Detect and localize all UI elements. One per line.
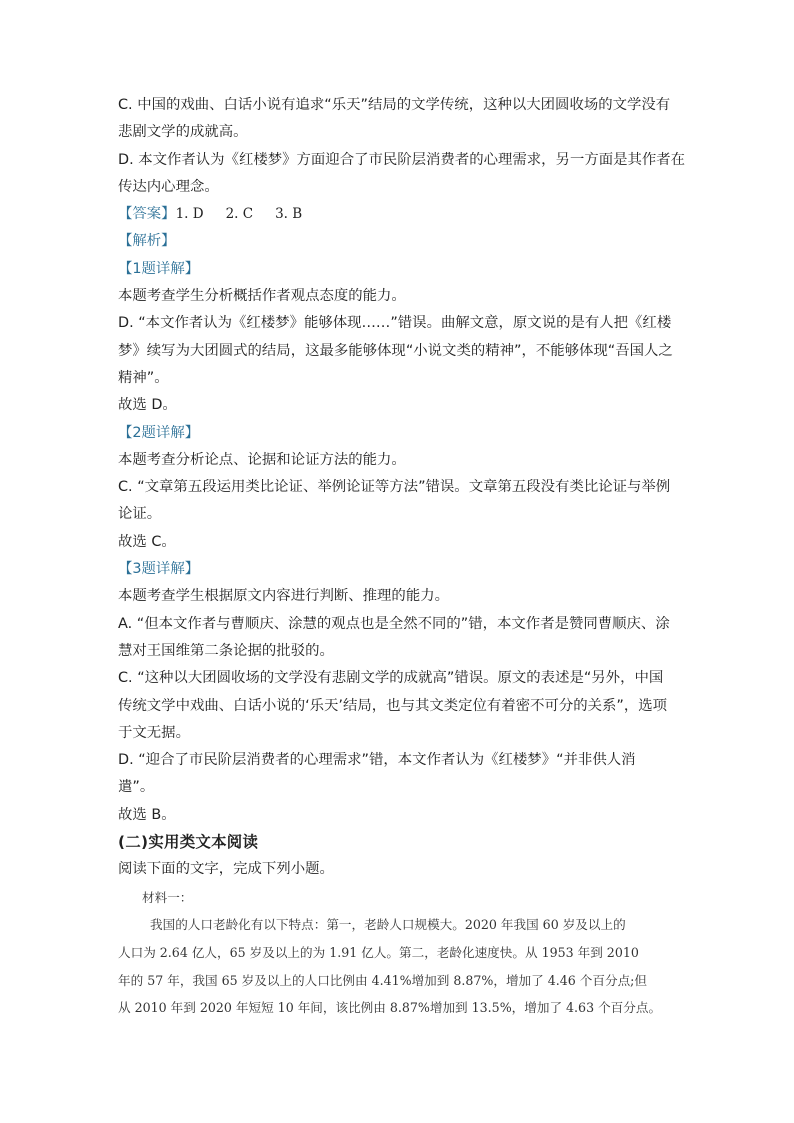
q2-line: 本题考查分析论点、论据和论证方法的能力。 [118, 451, 406, 468]
q2-line: C. “文章第五段运用类比论证、举例论证等方法”错误。文章第五段没有类比论证与举例 [118, 479, 671, 496]
option-d-line-2: 传达内心理念。 [118, 178, 219, 195]
q1-line: 故选 D。 [118, 397, 177, 414]
material-line: 人口为 2.64 亿人，65 岁及以上的为 1.91 亿人。第二，老龄化速度快。从 1953 年到 2010 [118, 944, 639, 960]
answer-values [176, 206, 325, 222]
q2-line: 论证。 [118, 506, 162, 523]
section-instruction: 阅读下面的文字，完成下列小题。 [118, 861, 334, 878]
q3-line: A. “但本文作者与曹顺庆、涂慧的观点也是全然不同的”错，本文作者是赞同曹顺庆、涂 [118, 615, 670, 632]
answer-item-3: 3. B [275, 206, 303, 223]
q3-tag: 【3题详解】 [118, 561, 200, 578]
q3-line: 传统文学中戏曲、白话小说的‘乐天’结局，也与其文类定位有着密不可分的关系”，选项 [118, 697, 668, 714]
analysis-tag: 【解析】 [118, 233, 176, 250]
answer-line [118, 201, 678, 228]
q3-line: 于文无据。 [118, 724, 190, 741]
answer-tag: 【答案】 [118, 206, 176, 223]
q3-line: C. “这种以大团圆收场的文学没有悲剧文学的成就高”错误。原文的表述是“另外，中国 [118, 670, 664, 687]
document-page [118, 92, 686, 1022]
material-label: 材料一： [142, 889, 193, 905]
answer-item-1: 1. D [175, 206, 204, 223]
answer-item-2: 2. C [225, 206, 254, 223]
section-title: (二)实用类文本阅读 [118, 833, 259, 852]
option-c-line-2: 悲剧文学的成就高。 [118, 124, 248, 141]
q1-tag: 【1题详解】 [118, 260, 200, 277]
q3-line: 故选 B。 [118, 806, 176, 823]
option-d-line-1: D. 本文作者认为《红楼梦》方面迎合了市民阶层消费者的心理需求，另一方面是其作者在 [118, 151, 686, 168]
q1-line: 梦》续写为大团圆式的结局，这最多能够体现“小说文类的精神”，不能够体现“吾国人之 [118, 342, 673, 359]
material-line: 年的 57 年，我国 65 岁及以上的人口比例由 4.41%增加到 8.87%，增加了 4.46 个百分点;但 [118, 972, 647, 988]
material-line: 我国的人口老龄化有以下特点：第一，老龄人口规模大。2020 年我国 60 岁及以上的 [150, 917, 626, 933]
q1-line: D. “本文作者认为《红楼梦》能够体现……”错误。曲解文意，原文说的是有人把《红楼 [118, 315, 672, 332]
q3-line: 遣”。 [118, 779, 155, 796]
q2-tag: 【2题详解】 [118, 424, 200, 441]
q3-line: 本题考查学生根据原文内容进行判断、推理的能力。 [118, 588, 449, 605]
material-line: 从 2010 年到 2020 年短短 10 年间，该比例由 8.87%增加到 13.5%，增加了 4.63 个百分点。 [118, 1000, 662, 1016]
q2-line: 故选 C。 [118, 533, 176, 550]
q3-line: D. “迎合了市民阶层消费者的心理需求”错，本文作者认为《红楼梦》“并非供人消 [118, 752, 636, 769]
q1-line: 本题考查学生分析概括作者观点态度的能力。 [118, 288, 406, 305]
q3-line: 慧对王国维第二条论据的批驳的。 [118, 642, 334, 659]
q1-line: 精神”。 [118, 369, 169, 386]
option-c-line-1: C. 中国的戏曲、白话小说有追求“乐天”结局的文学传统，这种以大团圆收场的文学没有 [118, 97, 671, 113]
